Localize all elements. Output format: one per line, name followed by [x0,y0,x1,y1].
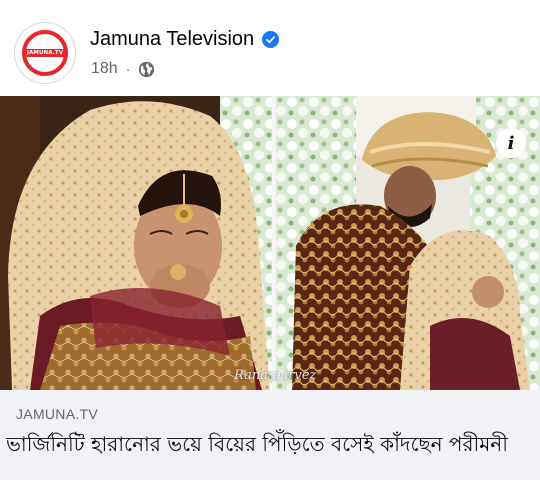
avatar-ring [22,30,68,76]
page-name[interactable]: Jamuna Television [90,28,255,50]
globe-icon[interactable] [138,61,155,78]
photo-watermark: Rana parvez [234,368,317,383]
post-photo[interactable] [0,96,540,390]
post-timestamp[interactable]: 18h [91,60,118,77]
avatar-logo-text: JAMUNA.TV [26,50,64,56]
image-info-button[interactable] [496,128,526,158]
link-domain: JAMUNA.TV [16,406,99,422]
info-icon: i [507,132,515,154]
wedding-photo-illustration [0,96,540,390]
link-preview-card[interactable] [0,390,540,480]
checkmark-icon [265,34,276,45]
link-headline[interactable]: ভার্জিনিটি হারানোর ভয়ে বিয়ের পিঁড়িতে বসেই কাঁদছেন পরীমনী [6,432,508,456]
verified-badge-icon [262,31,279,48]
post-header [0,0,540,96]
meta-separator: · [125,61,131,77]
page-avatar[interactable] [14,22,76,84]
post-meta [91,60,155,78]
page-name-row [90,28,279,51]
